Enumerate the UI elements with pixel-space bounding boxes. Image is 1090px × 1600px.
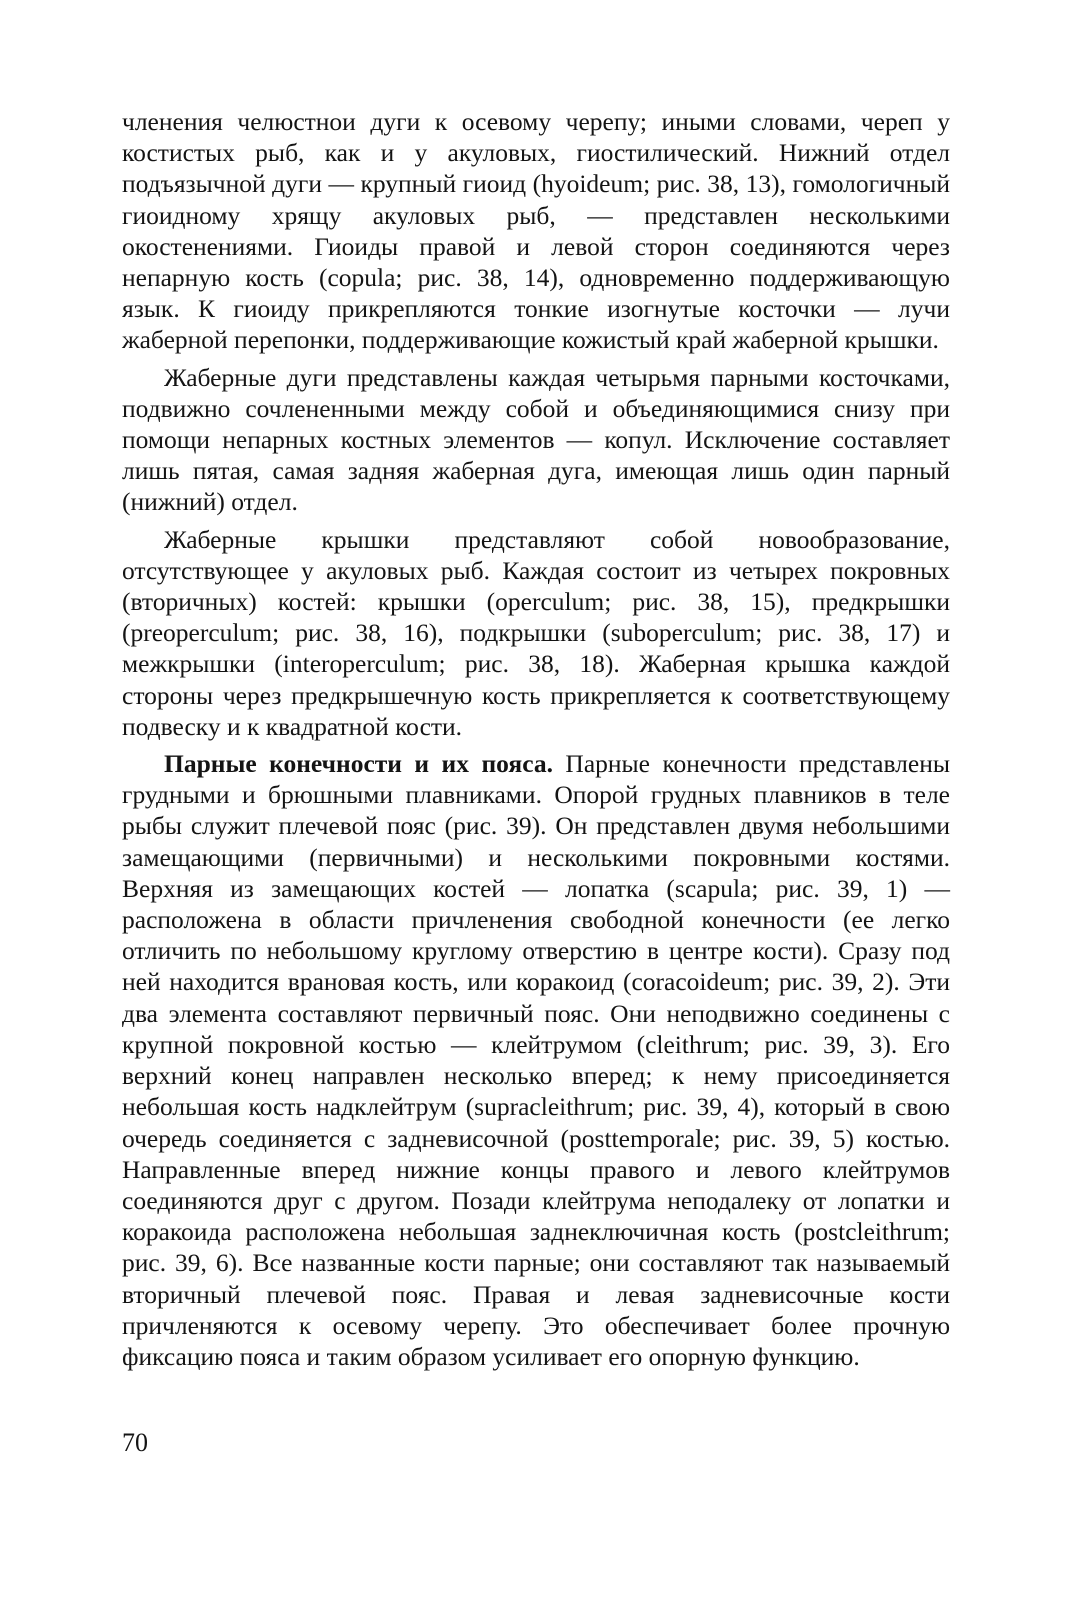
body-text xyxy=(122,106,950,1372)
page-number: 70 xyxy=(122,1428,148,1457)
paragraph-gill-arches: Жаберные дуги представлены каждая четырьмя парными косточками, подвижно сочлененными между собой и объединяющимися снизу при помощи непарных костных элементов — копул. Исключение составляет лишь пятая, самая задняя жаберная дуга, имеющая лишь один парный (нижний) отдел. xyxy=(122,362,950,517)
paragraph-gill-covers: Жаберные крышки представляют собой новообразование, отсутствующее у акуловых рыб. Каждая состоит из четырех покровных (вторичных) костей: крышки (operculum; рис. 38, 15), предкрышки (preoperculum; рис. 38, 16), подкрышки (suboperculum; рис. 38, 17) и межкрышки (interoperculum; рис. 38, 18). Жаберная крышка каждой стороны через предкрышечную кость прикрепляется к соответствующему подвеску и к квадратной кости. xyxy=(122,524,950,741)
paragraph-paired-limbs xyxy=(122,748,950,1372)
paragraph-paired-limbs-text: Парные конечности представлены грудными и брюшными плавниками. Опорой грудных плавников в теле рыбы служит плечевой пояс (рис. 39). Он представлен двумя небольшими замещающими (первичными) и несколькими покровными костями. Верхняя из замещающих костей — лопатка (scapula; рис. 39, 1) — расположена в области причленения свободной конечности (ее легко отличить по небольшому круглому отверстию в центре кости). Сразу под ней находится врановая кость, или коракоид (coracoideum; рис. 39, 2). Эти два элемента составляют первичный пояс. Они неподвижно соединены с крупной покровной костью — клейтрумом (cleithrum; рис. 39, 3). Его верхний конец направлен несколько вперед; к нему присоединяется небольшая кость надклейтрум (supracleithrum; рис. 39, 4), который в свою очередь соединяется с задневисочной (posttemporale; рис. 39, 5) костью. Направленные вперед нижние концы правого и левого клейтрумов соединяются друг с другом. Позади клейтрума неподалеку от лопатки и коракоида расположена небольшая заднеключичная кость (postcleithrum; рис. 39, 6). Все названные кости парные; они составляют так называемый вторичный плечевой пояс. Правая и левая задневисочные кости причленяются к осевому черепу. Это обеспечивает более прочную фиксацию пояса и таким образом усиливает его опорную функцию. xyxy=(122,749,950,1371)
section-run-in-heading: Парные конечности и их пояса. xyxy=(164,749,553,779)
paragraph-hyoid: членения челюстнои дуги к осевому черепу; иными словами, череп у костистых рыб, как и у акуловых, гиостилический. Нижний отдел подъязычной дуги — крупный гиоид (hyoideum; рис. 38, 13), гомологичный гиоидному хрящу акуловых рыб, — представлен несколькими окостенениями. Гиоиды правой и левой сторон соединяются через непарную кость (copula; рис. 38, 14), одновременно поддерживающую язык. К гиоиду прикрепляются тонкие изогнутые косточки — лучи жаберной перепонки, поддерживающие кожистый край жаберной крышки. xyxy=(122,107,950,355)
